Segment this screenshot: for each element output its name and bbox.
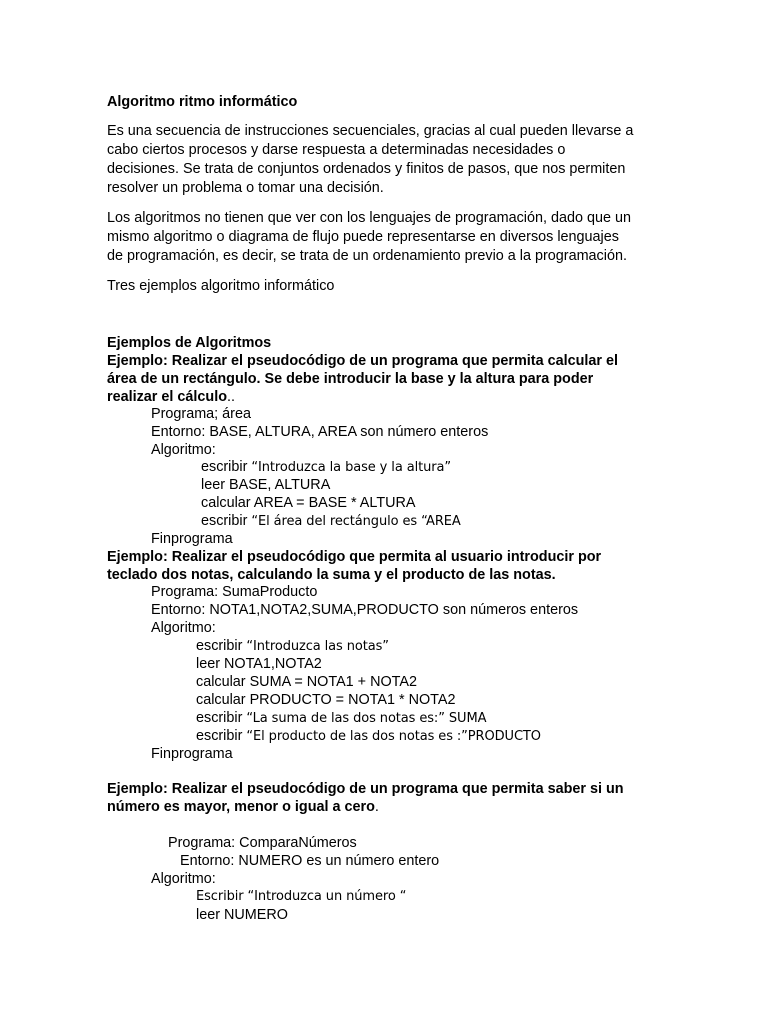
example-3-heading-line bbox=[107, 798, 379, 816]
paragraph-1-line: decisiones. Se trata de conjuntos ordenados y finitos de pasos, que nos permiten bbox=[107, 161, 626, 177]
string-literal: “El área del rectángulo es “AREA bbox=[251, 514, 461, 529]
example-1-step: calcular AREA = BASE * ALTURA bbox=[201, 495, 416, 511]
keyword: escribir bbox=[201, 459, 252, 475]
example-3-programa: Programa: ComparaNúmeros bbox=[168, 835, 357, 851]
paragraph-3: Tres ejemplos algoritmo informático bbox=[107, 278, 335, 294]
example-2-fin: Finprograma bbox=[151, 746, 233, 762]
section-title: Ejemplos de Algoritmos bbox=[107, 335, 272, 351]
example-1-programa: Programa; área bbox=[151, 406, 251, 422]
example-1-heading-line bbox=[107, 388, 235, 406]
string-literal: “Introduzca las notas” bbox=[246, 639, 389, 654]
example-2-step: calcular PRODUCTO = NOTA1 * NOTA2 bbox=[196, 692, 456, 708]
paragraph-1-line: Es una secuencia de instrucciones secuenciales, gracias al cual pueden llevarse a bbox=[107, 123, 634, 139]
keyword: escribir bbox=[196, 638, 247, 654]
example-1-step bbox=[201, 512, 461, 531]
example-3-algoritmo: Algoritmo: bbox=[151, 871, 216, 887]
example-2-heading-line: teclado dos notas, calculando la suma y el producto de las notas. bbox=[107, 567, 556, 583]
example-1-heading-line: Ejemplo: Realizar el pseudocódigo de un programa que permita calcular el bbox=[107, 353, 618, 369]
paragraph-1-line: resolver un problema o tomar una decisión. bbox=[107, 180, 384, 196]
string-literal: “La suma de las dos notas es:” SUMA bbox=[246, 711, 487, 726]
example-2-step: leer NOTA1,NOTA2 bbox=[196, 656, 322, 672]
example-2-step bbox=[196, 727, 541, 746]
paragraph-2-line: Los algoritmos no tienen que ver con los lenguajes de programación, dado que un bbox=[107, 210, 632, 226]
keyword: escribir bbox=[201, 513, 252, 529]
example-2-algoritmo: Algoritmo: bbox=[151, 620, 216, 636]
keyword: escribir bbox=[196, 710, 247, 726]
string-literal: “Introduzca la base y la altura” bbox=[251, 460, 451, 475]
example-1-algoritmo: Algoritmo: bbox=[151, 442, 216, 458]
example-2-step bbox=[196, 637, 389, 656]
paragraph-2-line: de programación, es decir, se trata de un ordenamiento previo a la programación. bbox=[107, 248, 627, 264]
example-3-heading-text: número es mayor, menor o igual a cero bbox=[107, 799, 375, 815]
paragraph-2-line: mismo algoritmo o diagrama de flujo puede representarse en diversos lenguajes bbox=[107, 229, 619, 245]
example-2-step: calcular SUMA = NOTA1 + NOTA2 bbox=[196, 674, 417, 690]
example-1-entorno: Entorno: BASE, ALTURA, AREA son número enteros bbox=[151, 424, 489, 440]
example-3-heading-line: Ejemplo: Realizar el pseudocódigo de un programa que permita saber si un bbox=[107, 781, 624, 797]
example-1-heading-tail: .. bbox=[227, 389, 235, 405]
example-1-heading-text: realizar el cálculo bbox=[107, 389, 227, 405]
paragraph-1-line: cabo ciertos procesos y darse respuesta a determinadas necesidades o bbox=[107, 142, 566, 158]
example-3-step: leer NUMERO bbox=[196, 907, 288, 923]
doc-title: Algoritmo ritmo informático bbox=[107, 94, 298, 110]
example-2-entorno: Entorno: NOTA1,NOTA2,SUMA,PRODUCTO son números enteros bbox=[151, 602, 579, 618]
example-3-entorno: Entorno: NUMERO es un número entero bbox=[180, 853, 440, 869]
example-2-heading-line: Ejemplo: Realizar el pseudocódigo que permita al usuario introducir por bbox=[107, 549, 602, 565]
example-1-step: leer BASE, ALTURA bbox=[201, 477, 331, 493]
example-2-programa: Programa: SumaProducto bbox=[151, 584, 318, 600]
string-literal: “El producto de las dos notas es :”PRODUCTO bbox=[246, 729, 541, 744]
example-1-step bbox=[201, 458, 451, 477]
example-1-fin: Finprograma bbox=[151, 531, 233, 547]
example-2-step bbox=[196, 709, 486, 728]
example-1-heading-line: área de un rectángulo. Se debe introducir la base y la altura para poder bbox=[107, 371, 594, 387]
example-3-step: Escribir “Introduzca un número “ bbox=[196, 889, 407, 904]
example-3-heading-tail: . bbox=[374, 799, 379, 815]
keyword: escribir bbox=[196, 728, 247, 744]
